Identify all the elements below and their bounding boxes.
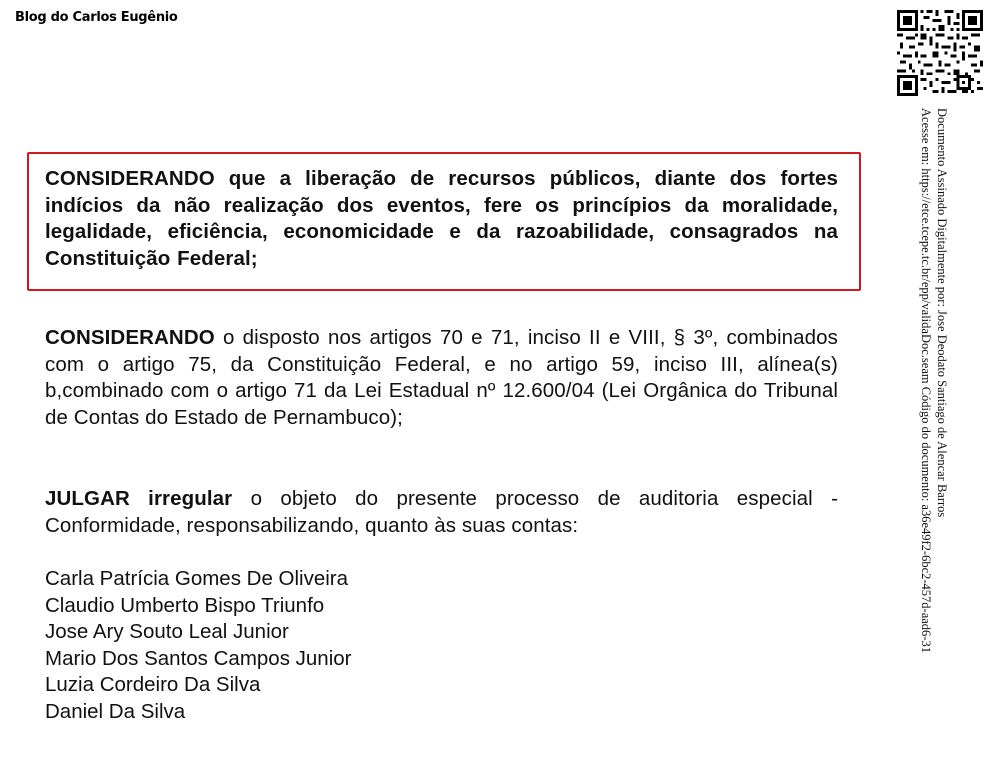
list-item: Claudio Umberto Bispo Triunfo bbox=[45, 593, 325, 617]
paragraph-considerando-2 bbox=[45, 325, 838, 431]
paragraph-julgar bbox=[45, 486, 838, 539]
digital-signature-note bbox=[918, 108, 950, 778]
paragraph-lead: CONSIDERANDO bbox=[45, 326, 215, 349]
paragraph-lead: JULGAR irregular bbox=[45, 487, 233, 510]
paragraph-lead: CONSIDERANDO bbox=[45, 167, 215, 190]
list-item: Carla Patrícia Gomes De Oliveira bbox=[45, 567, 349, 590]
validation-link-line: Acesse em: https://etce.tcepe.tc.br/epp/validaDoc.seam Código do documento: a36e49f2-6bc2-457d-aad6-31 bbox=[919, 108, 933, 653]
list-item: Luzia Cordeiro Da Silva bbox=[45, 673, 261, 696]
signature-line: Documento Assinado Digitalmente por: Jose Deodato Santiago de Alencar Barros bbox=[935, 108, 949, 518]
blog-watermark: Blog do Carlos Eugênio bbox=[15, 10, 178, 25]
paragraph-text: o disposto nos artigos 70 e 71, inciso II e VIII, § 3º, combinados com o artigo 75, da Constituição Federal, e no artigo 59, inciso III, alínea(s) b,combinado com o artigo 71 da Lei Estadual nº 12.600/04 (Lei Orgânica do Tribunal de Contas do Estado de Pernambuco); bbox=[45, 326, 838, 429]
list-item: Daniel Da Silva bbox=[45, 699, 186, 723]
paragraph-text: que a liberação de recursos públicos, diante dos fortes indícios da não realização dos eventos, fere os princípios da moralidade, legalidade, eficiência, economicidade e da razoabilidade, consagrados na Constituição Federal; bbox=[45, 167, 838, 270]
paragraph-considerando-1 bbox=[45, 166, 838, 272]
responsible-names-list bbox=[45, 566, 352, 725]
list-item: Jose Ary Souto Leal Junior bbox=[45, 620, 289, 643]
paragraph-text: o objeto do presente processo de auditoria especial - Conformidade, responsabilizando, quanto às suas contas: bbox=[45, 487, 839, 537]
qr-code bbox=[897, 10, 983, 96]
list-item: Mario Dos Santos Campos Junior bbox=[45, 646, 352, 670]
